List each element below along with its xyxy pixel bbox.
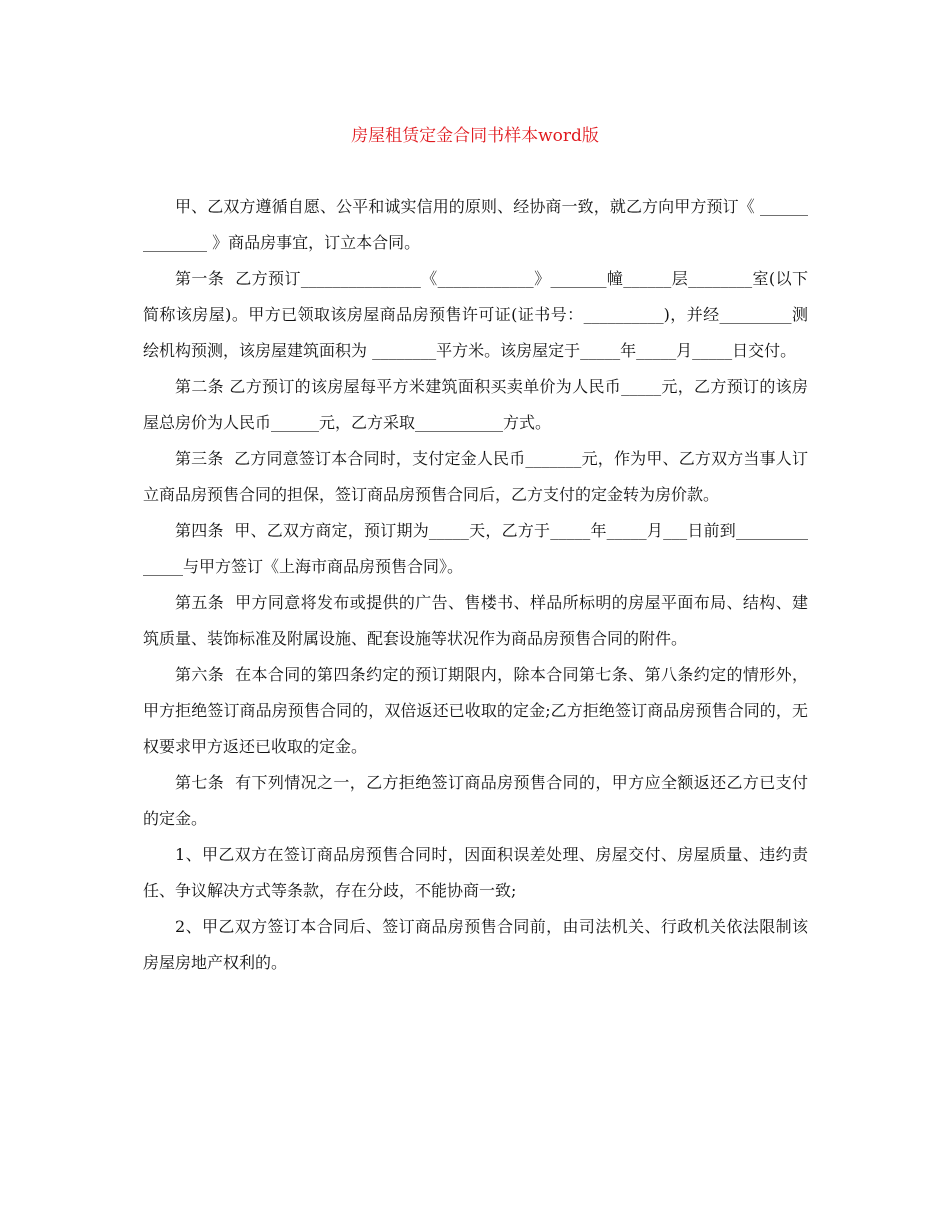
paragraph-article-3: 第三条 乙方同意签订本合同时，支付定金人民币_______元，作为甲、乙方双方当事人订立商品房预售合同的担保，签订商品房预售合同后，乙方支付的定金转为房价款。: [143, 449, 808, 504]
paragraph-article-7: 第七条 有下列情况之一，乙方拒绝签订商品房预售合同的，甲方应全额返还乙方已支付的定金。: [143, 773, 808, 828]
paragraph-item-1: 1、甲乙双方在签订商品房预售合同时，因面积误差处理、房屋交付、房屋质量、违约责任、争议解决方式等条款，存在分歧，不能协商一致;: [143, 845, 808, 900]
paragraph-article-6: 第六条 在本合同的第四条约定的预订期限内，除本合同第七条、第八条约定的情形外，甲方拒绝签订商品房预售合同的，双倍返还已收取的定金;乙方拒绝签订商品房预售合同的，无权要求甲方返还已收取的定金。: [143, 665, 808, 756]
paragraph-article-5: 第五条 甲方同意将发布或提供的广告、售楼书、样品所标明的房屋平面布局、结构、建筑质量、装饰标准及附属设施、配套设施等状况作为商品房预售合同的附件。: [143, 593, 808, 648]
paragraph-article-4: 第四条 甲、乙双方商定，预订期为_____天，乙方于_____年_____月___日前到______________与甲方签订《上海市商品房预售合同》。: [143, 521, 808, 576]
paragraph-article-2: 第二条 乙方预订的该房屋每平方米建筑面积买卖单价为人民币_____元，乙方预订的该房屋总房价为人民币______元，乙方采取___________方式。: [143, 377, 808, 432]
paragraph-item-2: 2、甲乙双方签订本合同后、签订商品房预售合同前，由司法机关、行政机关依法限制该房屋房地产权利的。: [143, 917, 808, 972]
document-body: [143, 189, 808, 981]
document-title: 房屋租赁定金合同书样本word版: [351, 126, 599, 146]
paragraph-article-1: 第一条 乙方预订_______________《____________》_______幢______层________室(以下简称该房屋)。甲方已领取该房屋商品房预售许可证(证书号：__________)，并经_________测绘机构预测，该房屋建筑面积为 ________平方米。该房屋定于_____年_____月_____日交付。: [143, 269, 808, 360]
paragraph-preamble: 甲、乙双方遵循自愿、公平和诚实信用的原则、经协商一致，就乙方向甲方预订《 ______________ 》商品房事宜，订立本合同。: [143, 197, 808, 252]
